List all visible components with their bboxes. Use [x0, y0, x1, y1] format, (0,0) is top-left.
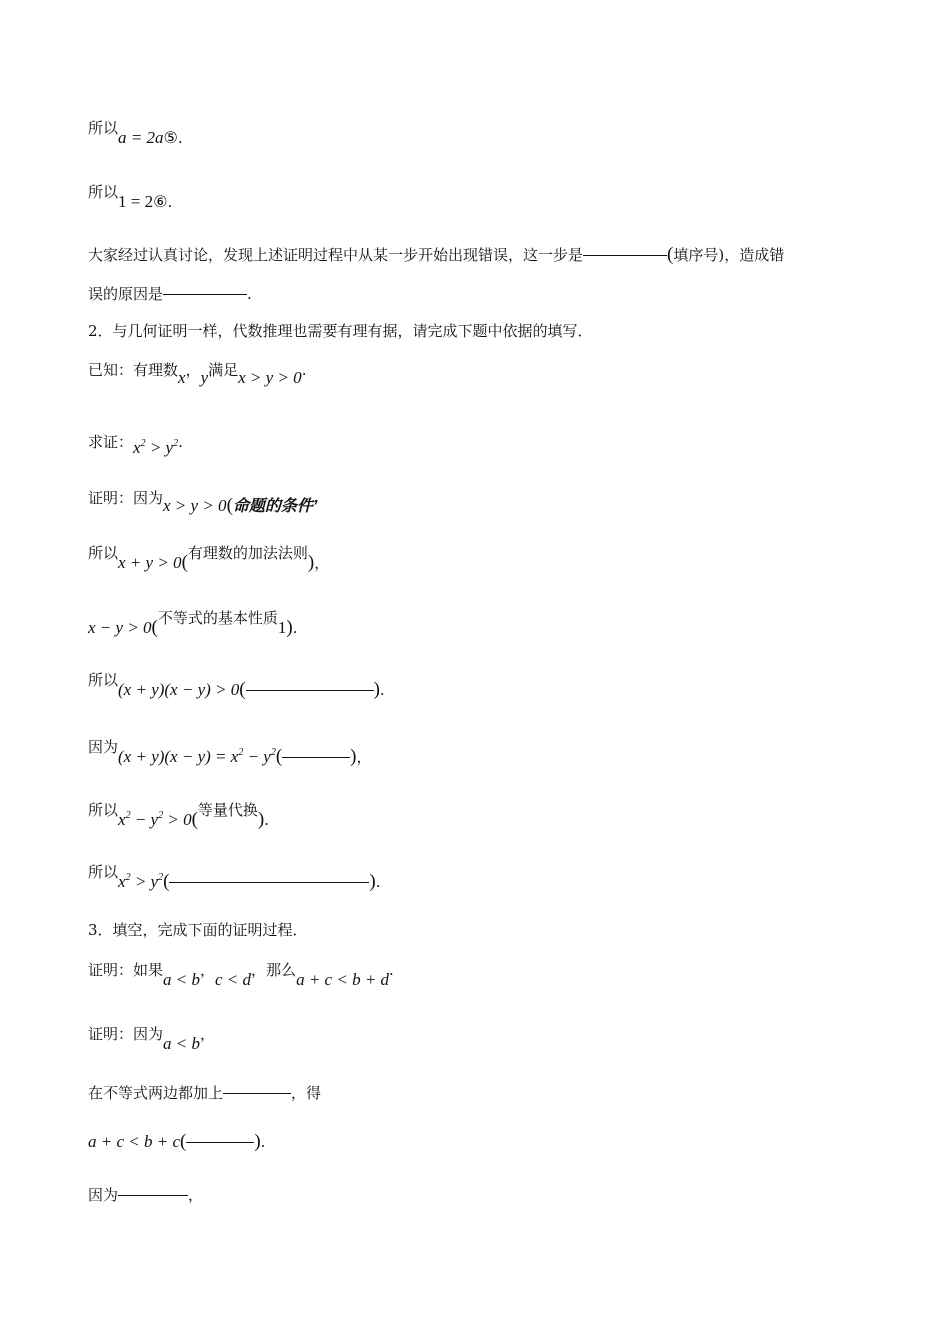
- comma: ，: [356, 748, 372, 766]
- proof-label: 证明：因为: [88, 1025, 164, 1043]
- add-text-cont: ，得: [291, 1084, 322, 1102]
- so-label: 所以: [88, 671, 119, 689]
- q3-last: [88, 1185, 203, 1205]
- math-expression: $(x + y)(x - y) = x^2 - y^2$: [118, 747, 276, 766]
- q2-step-3: [88, 609, 298, 638]
- add-text: 在不等式两边都加上: [88, 1084, 224, 1102]
- period: .: [247, 285, 252, 303]
- math-expression: a + c < b + d: [296, 970, 390, 989]
- paren-close: ): [307, 552, 315, 573]
- math-expression: a = 2a: [118, 128, 164, 147]
- answer-blank[interactable]: [583, 255, 667, 256]
- q3-claim: [88, 960, 394, 989]
- comma: ，: [251, 961, 267, 979]
- q2-step-2: [88, 544, 330, 573]
- so-label: 所以: [88, 183, 119, 201]
- comma: ，: [200, 1025, 216, 1043]
- math-expression: $x^2 - y^2 > 0$: [118, 810, 192, 829]
- so-label: 所以: [88, 801, 119, 819]
- paren-open: (: [275, 746, 283, 767]
- period: .: [167, 193, 173, 211]
- discussion-text: 大家经过认真讨论，发现上述证明过程中从某一步开始出现错误，这一步是: [88, 246, 584, 264]
- because-label: 因为: [88, 738, 119, 756]
- step-number: ⑤: [163, 128, 178, 147]
- period: .: [260, 1133, 266, 1151]
- paren-open: (: [151, 617, 158, 638]
- period: .: [375, 873, 381, 891]
- period: .: [301, 361, 307, 379]
- period: .: [389, 961, 394, 979]
- paren-open: (: [180, 1131, 187, 1152]
- comma: ’: [312, 498, 318, 515]
- answer-blank[interactable]: [186, 1142, 254, 1143]
- q3-add-line: [88, 1083, 321, 1103]
- q2-given: [88, 360, 307, 387]
- period: .: [292, 619, 298, 637]
- q3-result: [88, 1132, 265, 1152]
- q2-prove: [88, 428, 183, 457]
- answer-blank[interactable]: [163, 294, 247, 295]
- answer-blank[interactable]: [223, 1093, 291, 1094]
- period: .: [264, 811, 270, 829]
- answer-blank[interactable]: [282, 757, 350, 758]
- paren: (: [667, 244, 674, 265]
- so-label: 所以: [88, 544, 119, 562]
- satisfy-label: 满足: [208, 361, 239, 379]
- comma: ，: [200, 961, 216, 979]
- paren-close: ): [373, 679, 380, 700]
- reason-text: 等量代换: [197, 801, 258, 819]
- paren-open: (: [191, 809, 198, 830]
- math-expression: x > y > 0: [163, 496, 227, 515]
- paren-close: ): [286, 617, 293, 638]
- q3-title: [88, 920, 308, 940]
- period: .: [178, 433, 183, 451]
- math-expression: (x + y)(x − y) > 0: [118, 680, 240, 699]
- paren-close: ): [257, 809, 265, 830]
- discussion-line: [88, 245, 784, 265]
- paren-open: (: [239, 679, 246, 700]
- reason-text: 不等式的基本性质: [157, 609, 278, 627]
- q2-step-7: [88, 863, 381, 892]
- given-condition: x > y > 0: [238, 368, 302, 387]
- paren: (: [226, 495, 233, 516]
- paren-open: (: [163, 871, 170, 892]
- math-expression: a < b: [163, 1034, 200, 1053]
- answer-blank[interactable]: [246, 690, 374, 691]
- so-label: 所以: [88, 863, 119, 881]
- prove-label: 求证：: [88, 433, 134, 451]
- q2-step-6: [88, 801, 270, 830]
- paren-open: (: [181, 552, 188, 573]
- question-title: 2．与几何证明一样，代数推理也需要有理有据，请完成下题中依据的填写．: [88, 322, 593, 340]
- period: .: [177, 129, 183, 147]
- var-x: x: [178, 368, 186, 387]
- reason-text: 误的原因是: [88, 285, 164, 303]
- q2-title: [88, 321, 593, 341]
- answer-blank[interactable]: [118, 1195, 188, 1196]
- paren-close: ): [254, 1131, 261, 1152]
- paren-close: ): [369, 871, 376, 892]
- var-y: y: [200, 368, 209, 387]
- answer-blank[interactable]: [169, 882, 369, 883]
- q2-step-5: [88, 738, 372, 767]
- math-expression: x − y > 0: [88, 618, 152, 637]
- so-label: 所以: [88, 119, 119, 137]
- q2-proof-start: [88, 488, 318, 516]
- comma: ，: [314, 554, 330, 572]
- comma: ，: [188, 1186, 204, 1204]
- proof-label: 证明：因为: [88, 489, 164, 507]
- discussion-text-cont: 填序号)，造成错: [673, 246, 785, 264]
- reason-number: 1: [277, 618, 287, 637]
- paren-close: ): [350, 746, 357, 767]
- reason-text: 有理数的加法法则: [187, 544, 308, 562]
- period: .: [379, 681, 385, 699]
- step-6-line: [88, 183, 173, 212]
- proof-label: 证明：如果: [88, 961, 164, 979]
- math-expression: a < b: [163, 970, 200, 989]
- question-title: 3．填空，完成下面的证明过程．: [88, 921, 308, 939]
- math-expression: a + c < b + c: [88, 1132, 181, 1151]
- math-expression: $x^2 > y^2$: [118, 872, 164, 891]
- reason-line: [88, 284, 252, 304]
- math-expression: 1 = 2: [118, 192, 154, 211]
- math-expression: x + y > 0: [118, 553, 182, 572]
- math-expression: c < d: [215, 970, 252, 989]
- q3-proof-start: [88, 1024, 216, 1053]
- step-number: ⑥: [153, 192, 168, 211]
- then-label: 那么: [266, 961, 297, 979]
- comma: ，: [185, 361, 201, 379]
- step-5-line: [88, 119, 183, 148]
- given-label: 已知：有理数: [88, 361, 179, 379]
- because-label: 因为: [88, 1186, 119, 1204]
- q2-step-4: [88, 671, 385, 700]
- reason-text: 命题的条件: [232, 498, 313, 515]
- prove-expression: $x^2 > y^2$: [133, 438, 179, 457]
